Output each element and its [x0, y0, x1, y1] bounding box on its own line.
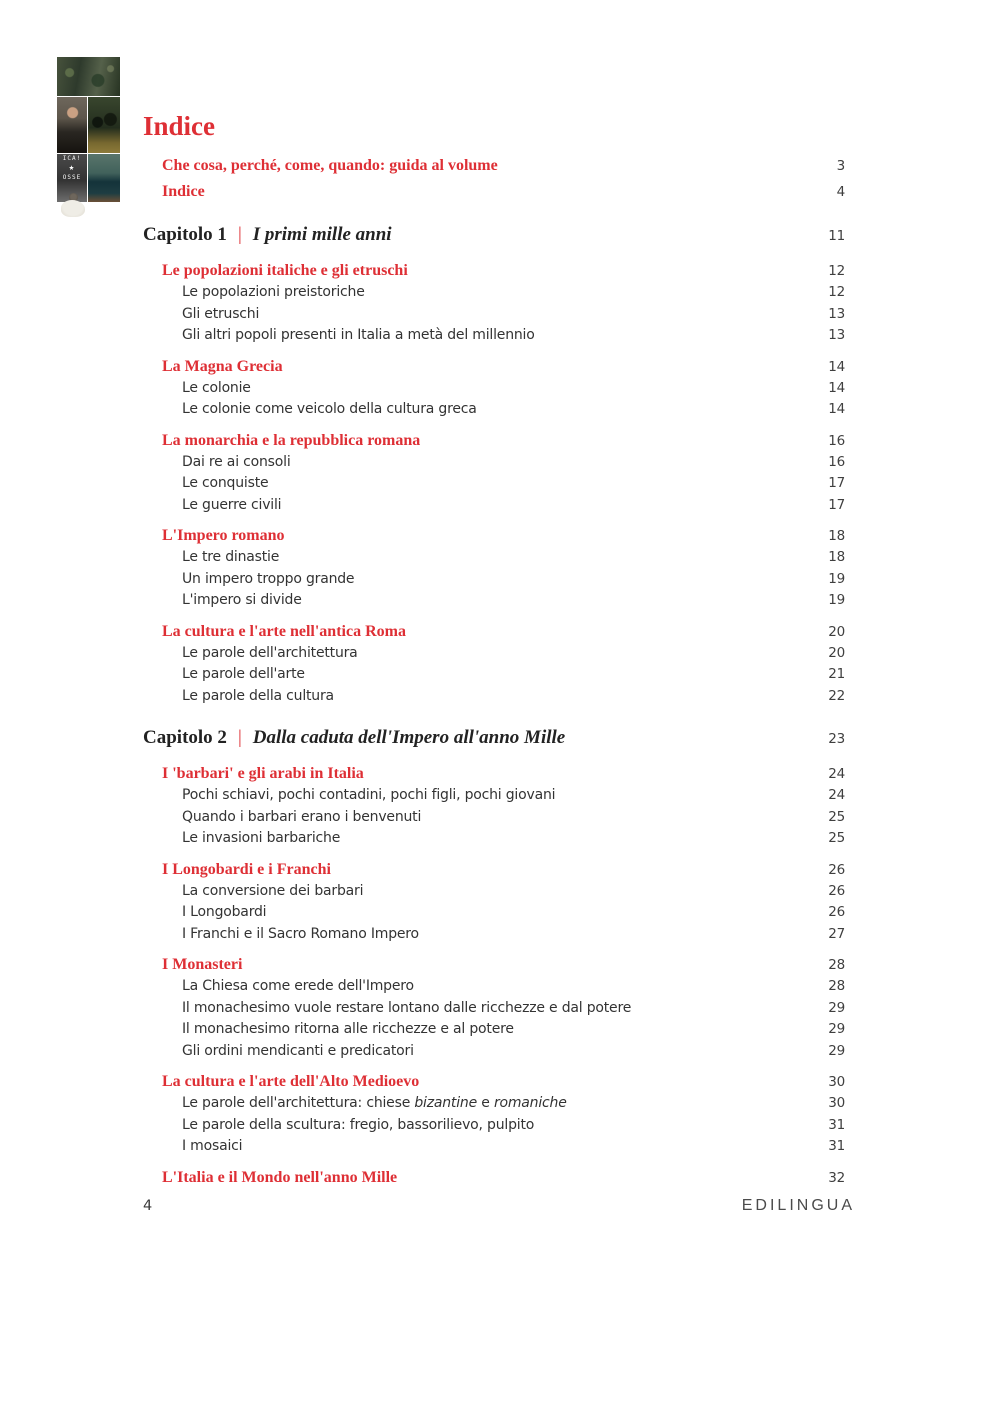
section-title: I Monasteri	[162, 956, 243, 973]
subsection-title: Le tre dinastie	[182, 549, 280, 565]
subsection-page-number: 19	[828, 570, 845, 587]
toc-subentry-row	[143, 590, 845, 612]
toc-subentry-row	[143, 924, 845, 946]
subsection-title: Le parole della scultura: fregio, bassorilievo, pulpito	[182, 1116, 535, 1133]
subsection-page-number: 31	[828, 1116, 845, 1133]
toc-section-row	[143, 859, 845, 881]
subsection-page-number: 20	[828, 644, 845, 661]
subsection-page-number: 28	[828, 978, 845, 994]
chapter-title: Dalla caduta dell'Impero all'anno Mille	[252, 727, 566, 748]
toc-front-list	[143, 153, 845, 205]
subsection-page-number: 29	[828, 1021, 845, 1037]
star-icon: ★	[68, 162, 76, 173]
toc-subentry-row	[143, 686, 845, 708]
section-subentries	[143, 976, 845, 1062]
subsection-page-number: 22	[828, 687, 845, 704]
section-page-number: 28	[828, 957, 845, 973]
section-title: I Longobardi e i Franchi	[162, 860, 331, 878]
subsection-title: L'impero si divide	[182, 592, 302, 608]
section-page-number: 12	[828, 263, 845, 279]
subsection-page-number: 19	[828, 592, 845, 608]
subsection-title: I Franchi e il Sacro Romano Impero	[182, 925, 419, 942]
chapter-page-number: 23	[828, 731, 845, 747]
subsection-title: Le parole dell'architettura	[182, 644, 358, 661]
toc-section-row	[143, 763, 845, 785]
subsection-page-number: 27	[828, 925, 845, 942]
front-entry-page-number: 4	[836, 184, 845, 200]
section-page-number: 16	[828, 432, 845, 449]
toc-section-block	[143, 859, 845, 946]
front-entry-page-number: 3	[836, 158, 845, 174]
subsection-page-number: 17	[828, 475, 845, 491]
section-subentries	[143, 547, 845, 612]
chapter-page-number: 11	[828, 228, 845, 244]
section-subentries	[143, 785, 845, 850]
subsection-page-number: 29	[828, 999, 845, 1016]
subsection-page-number: 26	[828, 882, 845, 899]
chapter-sections	[143, 763, 845, 1189]
toc-subentry-row	[143, 495, 845, 517]
toc-front-entry	[143, 179, 845, 205]
section-subentries	[143, 378, 845, 421]
subsection-title: I Longobardi	[182, 904, 267, 920]
toc-subentry-row	[143, 569, 845, 591]
toc-section-row	[143, 621, 845, 643]
toc-subentry-row	[143, 785, 845, 807]
toc-subentry-row	[143, 828, 845, 850]
subsection-title: Dai re ai consoli	[182, 453, 291, 470]
section-subentries	[143, 452, 845, 517]
subsection-page-number: 26	[828, 904, 845, 920]
toc-subentry-row	[143, 881, 845, 903]
section-title: La monarchia e la repubblica romana	[162, 431, 421, 449]
chapter-sections	[143, 260, 845, 707]
collage-photo-portrait	[57, 97, 87, 153]
toc-subentry-row	[143, 807, 845, 829]
subsection-page-number: 31	[828, 1138, 845, 1154]
subsection-title: Gli ordini mendicanti e predicatori	[182, 1042, 414, 1059]
toc-section-block	[143, 1071, 845, 1158]
subsection-page-number: 21	[828, 666, 845, 682]
section-page-number: 14	[828, 358, 845, 375]
toc-section-row	[143, 954, 845, 976]
toc-subentry-row	[143, 378, 845, 400]
collage-photo-aerial	[57, 57, 120, 96]
front-entry-title: Che cosa, perché, come, quando: guida al volume	[162, 157, 498, 174]
toc-subentry-row	[143, 399, 845, 421]
section-title: I 'barbari' e gli arabi in Italia	[162, 765, 364, 782]
page-title: Indice	[143, 111, 216, 141]
toc-section-block	[143, 430, 845, 517]
toc-subentry-row	[143, 473, 845, 495]
toc-chapter-row	[143, 220, 845, 251]
subsection-page-number: 14	[828, 379, 845, 396]
toc-subentry-row	[143, 664, 845, 686]
poster-text-bottom: OSSE	[62, 173, 82, 181]
subsection-title-italic-term: bizantine	[414, 1095, 478, 1111]
toc-section-block	[143, 1167, 845, 1189]
subsection-title: La conversione dei barbari	[182, 882, 364, 899]
section-title: La cultura e l'arte dell'Alto Medioevo	[162, 1073, 420, 1090]
cover-collage	[57, 57, 120, 202]
subsection-page-number: 25	[828, 808, 845, 825]
subsection-title: Le popolazioni preistoriche	[182, 284, 365, 300]
toc-subentry-row	[143, 282, 845, 304]
collage-photo-ship	[88, 154, 120, 202]
toc-subentry-row	[143, 643, 845, 665]
toc-section-block	[143, 525, 845, 612]
subsection-title: Gli altri popoli presenti in Italia a metà del millennio	[182, 327, 535, 343]
subsection-page-number: 16	[828, 453, 845, 470]
toc-section-block	[143, 356, 845, 421]
toc-subentry-row	[143, 998, 845, 1020]
footer-page-number: 4	[143, 1198, 153, 1214]
section-page-number: 18	[828, 528, 845, 544]
publisher-logo: EDILINGUA	[741, 1197, 855, 1214]
subsection-title-text: e	[477, 1095, 494, 1111]
section-subentries	[143, 282, 845, 347]
subsection-page-number: 14	[828, 401, 845, 417]
section-title: L'Italia e il Mondo nell'anno Mille	[162, 1168, 398, 1186]
subsection-title: I mosaici	[182, 1138, 243, 1154]
toc-subentry-row	[143, 976, 845, 998]
chapter-label: Capitolo 1	[143, 224, 227, 245]
subsection-page-number: 29	[828, 1042, 845, 1059]
subsection-page-number: 13	[828, 305, 845, 322]
subsection-title: Le invasioni barbariche	[182, 830, 341, 846]
section-subentries	[143, 643, 845, 708]
section-subentries	[143, 881, 845, 946]
subsection-page-number: 18	[828, 549, 845, 565]
subsection-title: Gli etruschi	[182, 305, 260, 322]
subsection-title: Le colonie	[182, 379, 251, 396]
subsection-title: Pochi schiavi, pochi contadini, pochi figli, pochi giovani	[182, 787, 556, 803]
section-page-number: 26	[828, 861, 845, 878]
collage-row-bottom	[57, 154, 120, 202]
subsection-title: Le parole della cultura	[182, 687, 334, 704]
subsection-title: Il monachesimo ritorna alle ricchezze e al potere	[182, 1021, 514, 1037]
toc-section-row	[143, 1167, 845, 1189]
subsection-title: Un impero troppo grande	[182, 570, 355, 587]
toc-subentry-row	[143, 304, 845, 326]
section-page-number: 32	[828, 1169, 845, 1186]
toc-subentry-row	[143, 1093, 845, 1115]
toc-subentry-row	[143, 1019, 845, 1041]
toc-section-row	[143, 525, 845, 547]
section-title: La cultura e l'arte nell'antica Roma	[162, 622, 406, 640]
toc-front-entry	[143, 153, 845, 179]
section-title: Le popolazioni italiche e gli etruschi	[162, 262, 408, 279]
toc-section-block	[143, 763, 845, 850]
toc-section-row	[143, 430, 845, 452]
subsection-page-number: 12	[828, 284, 845, 300]
toc-section-row	[143, 260, 845, 282]
toc-section-row	[143, 356, 845, 378]
toc-section-block	[143, 621, 845, 708]
page-footer	[143, 1196, 855, 1216]
subsection-title: Le guerre civili	[182, 496, 282, 513]
subsection-page-number: 13	[828, 327, 845, 343]
toc-subentry-row	[143, 325, 845, 347]
subsection-title: Le parole dell'arte	[182, 666, 305, 682]
toc-chapters	[143, 220, 845, 1189]
subsection-page-number: 17	[828, 496, 845, 513]
toc-subentry-row	[143, 1041, 845, 1063]
subsection-title: Quando i barbari erano i benvenuti	[182, 808, 422, 825]
subsection-title: Il monachesimo vuole restare lontano dalle ricchezze e dal potere	[182, 999, 632, 1016]
section-page-number: 20	[828, 623, 845, 640]
chapter-label: Capitolo 2	[143, 727, 227, 748]
section-title: L'Impero romano	[162, 527, 285, 544]
section-page-number: 30	[828, 1074, 845, 1090]
chapter-separator: |	[237, 727, 242, 748]
toc-chapter-row	[143, 723, 845, 754]
chapter-separator: |	[237, 224, 242, 245]
toc-section-block	[143, 954, 845, 1062]
front-entry-title: Indice	[162, 183, 205, 200]
subsection-page-number: 30	[828, 1095, 845, 1111]
section-page-number: 24	[828, 766, 845, 782]
toc-chapter-block	[143, 723, 845, 1189]
toc-subentry-row	[143, 452, 845, 474]
subsection-page-number: 25	[828, 830, 845, 846]
subsection-title: Le conquiste	[182, 475, 269, 491]
toc-subentry-row	[143, 1115, 845, 1137]
section-title: La Magna Grecia	[162, 357, 283, 375]
poster-text-top: ICA!	[62, 155, 82, 162]
toc-section-row	[143, 1071, 845, 1093]
section-subentries	[143, 1093, 845, 1158]
toc-content	[143, 112, 845, 1189]
collage-figure-cutout	[61, 200, 85, 217]
toc-subentry-row	[143, 547, 845, 569]
toc-subentry-row	[143, 902, 845, 924]
subsection-title: La Chiesa come erede dell'Impero	[182, 978, 414, 994]
subsection-title-text: Le parole dell'architettura: chiese	[182, 1095, 415, 1111]
collage-row-middle	[57, 97, 120, 153]
subsection-title: Le colonie come veicolo della cultura greca	[182, 401, 477, 417]
subsection-title-italic-term: romaniche	[493, 1095, 567, 1111]
chapter-title: I primi mille anni	[252, 224, 392, 245]
subsection-title	[182, 1093, 803, 1115]
collage-photo-soldiers	[88, 97, 120, 153]
toc-chapter-block	[143, 220, 845, 707]
toc-subentry-row	[143, 1136, 845, 1158]
subsection-page-number: 24	[828, 787, 845, 803]
toc-section-block	[143, 260, 845, 347]
